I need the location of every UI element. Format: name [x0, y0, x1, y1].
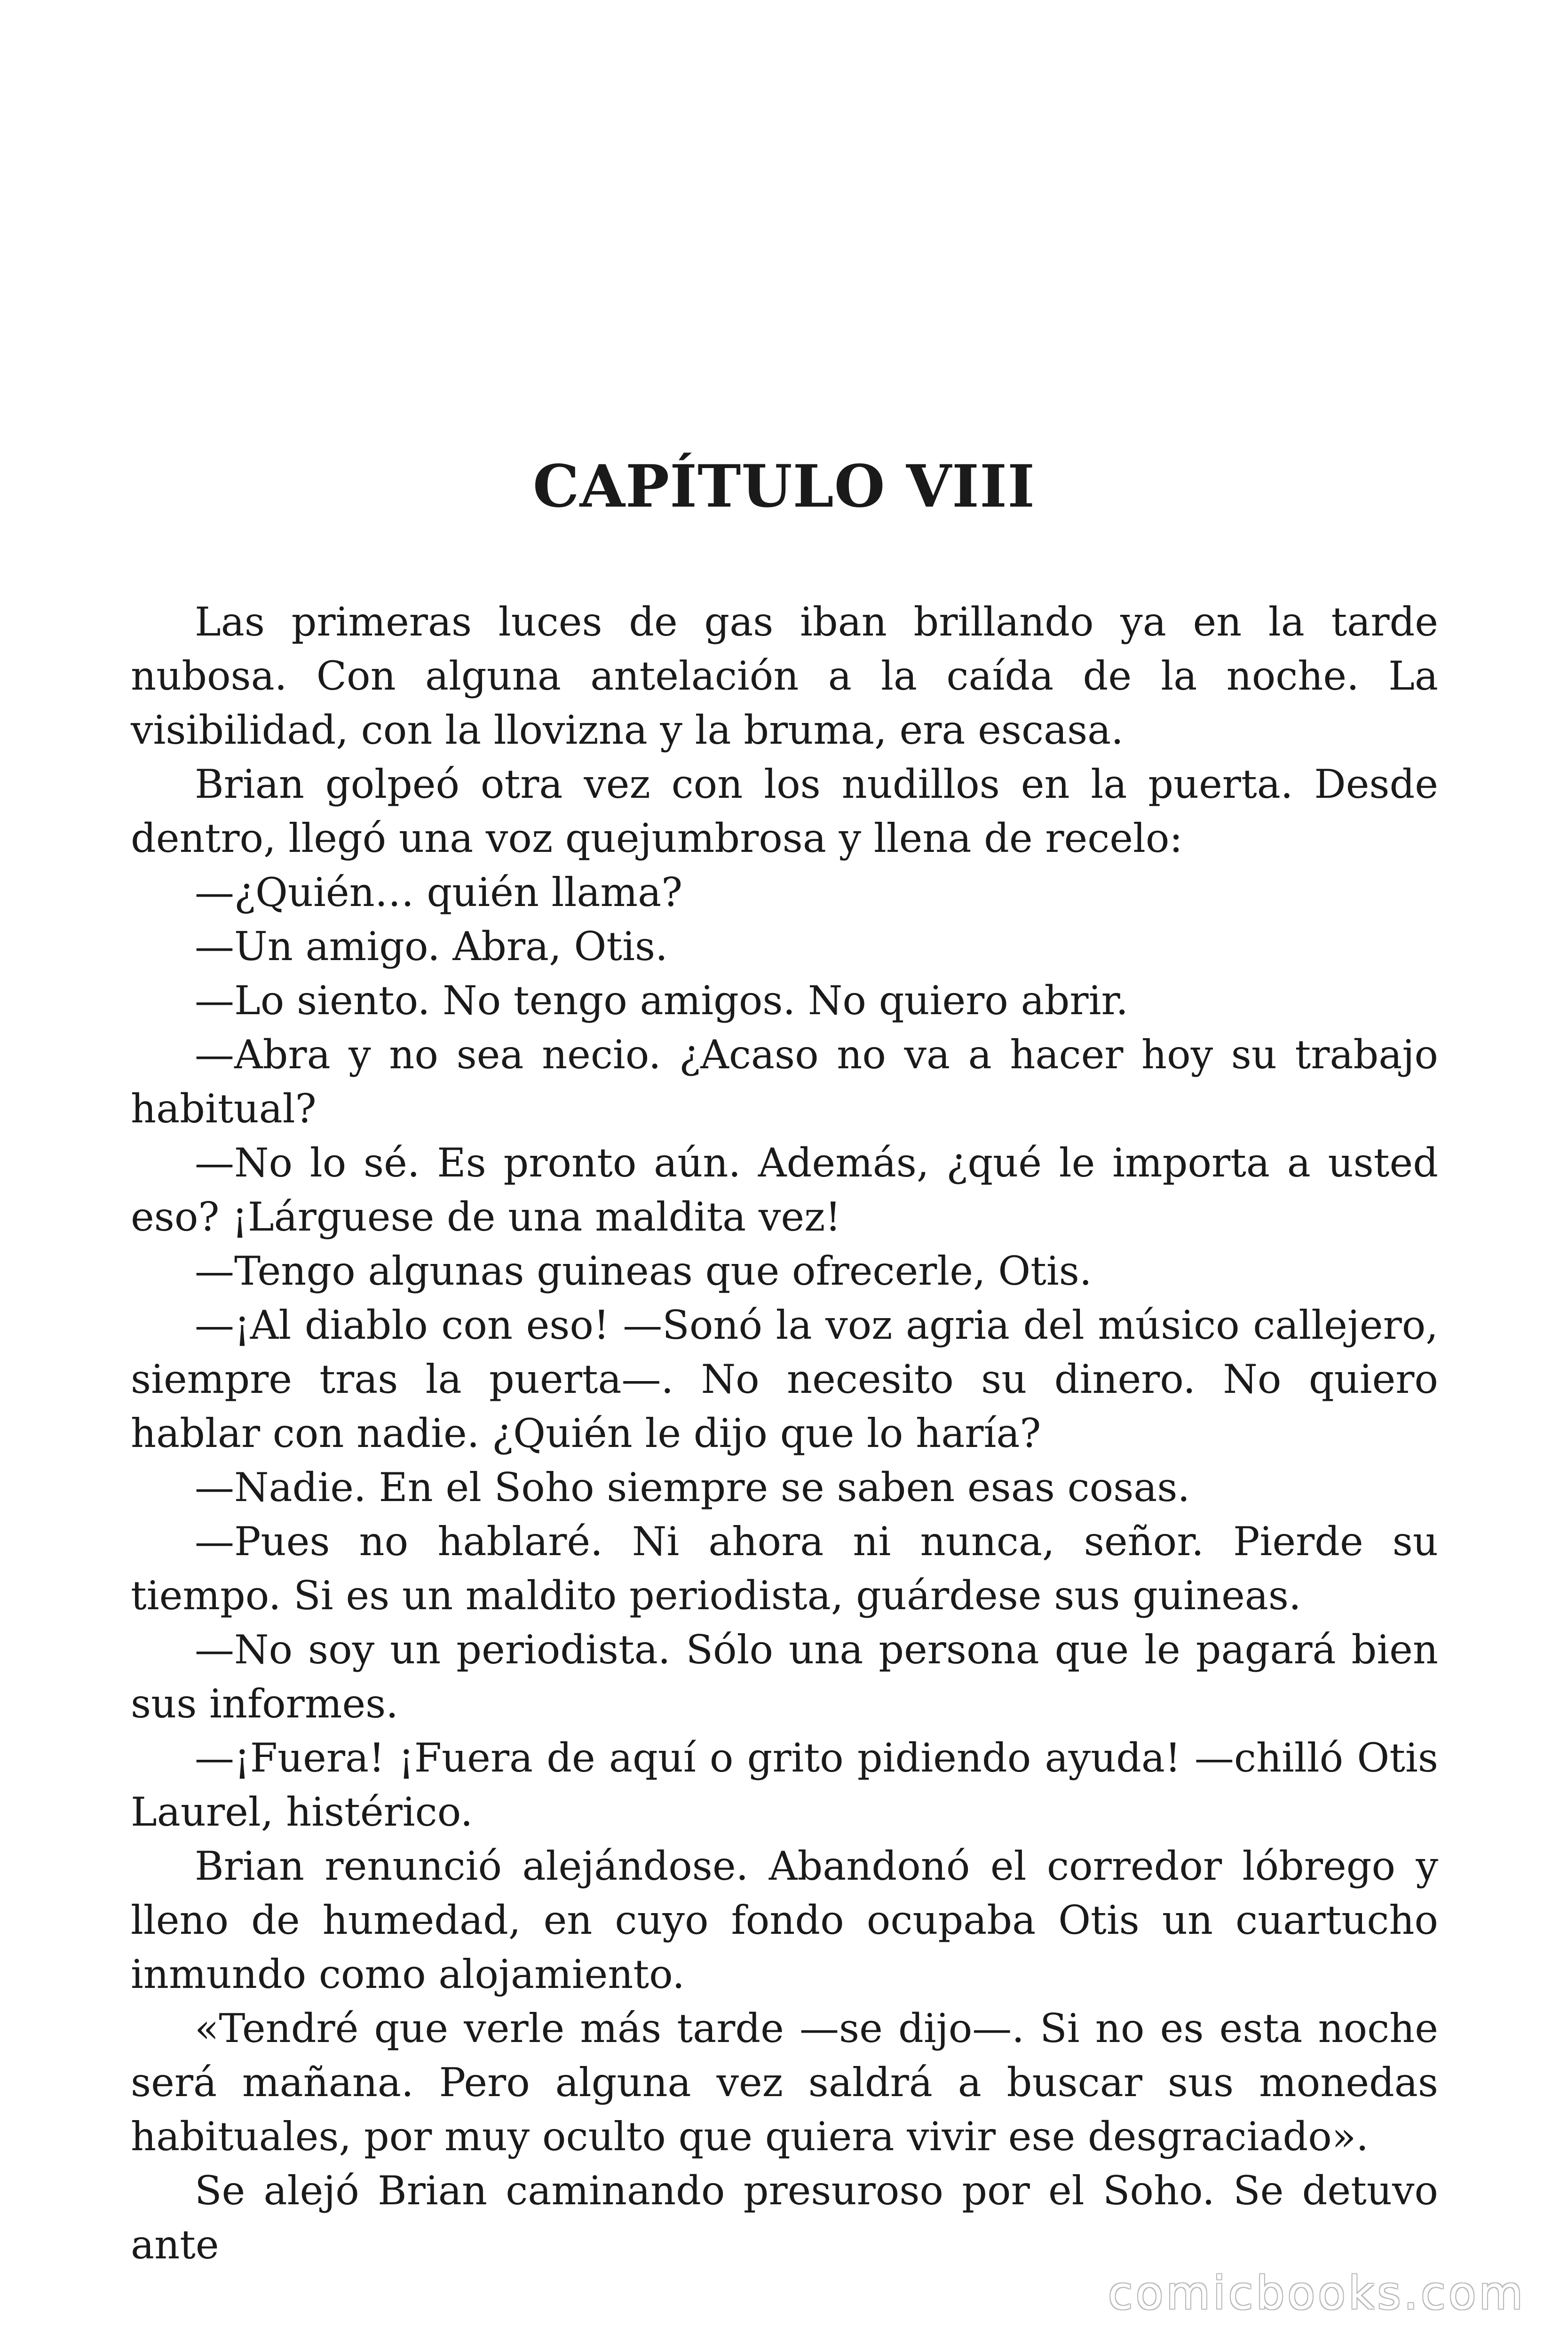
paragraph: —¡Fuera! ¡Fuera de aquí o grito pidiendo ayuda! —chilló Otis Laurel, histérico. — [131, 1735, 1438, 1835]
watermark: comicbooks.com — [1108, 2267, 1526, 2320]
paragraph: —Pues no hablaré. Ni ahora ni nunca, señor. Pierde su tiempo. Si es un maldito periodista, guárdese sus guineas. — [131, 1518, 1438, 1619]
paragraph: —Tengo algunas guineas que ofrecerle, Otis. — [195, 1248, 1092, 1294]
paragraph: Las primeras luces de gas iban brillando ya en la tarde nubosa. Con alguna antelación a la caída de la noche. La visibilidad, con la llovizna y la bruma, era escasa. — [131, 599, 1438, 753]
chapter-body — [131, 595, 1438, 2272]
paragraph: —No soy un periodista. Sólo una persona que le pagará bien sus informes. — [131, 1627, 1438, 1727]
paragraph: —¡Al diablo con eso! —Sonó la voz agria del músico callejero, siempre tras la puerta—. No necesito su dinero. No quiero hablar con nadie. ¿Quién le dijo que lo haría? — [131, 1302, 1438, 1456]
paragraph: Brian renunció alejándose. Abandonó el corredor lóbrego y lleno de humedad, en cuyo fondo ocupaba Otis un cuartucho inmundo como alojamiento. — [131, 1843, 1438, 1997]
paragraph: —Nadie. En el Soho siempre se saben esas cosas. — [195, 1464, 1190, 1510]
paragraph: —Lo siento. No tengo amigos. No quiero abrir. — [195, 977, 1129, 1024]
paragraph: —¿Quién… quién llama? — [195, 869, 683, 915]
paragraph: «Tendré que verle más tarde —se dijo—. Si no es esta noche será mañana. Pero alguna vez saldrá a buscar sus monedas habituales, por muy oculto que quiera vivir ese desgraciado». — [131, 2005, 1438, 2160]
paragraph: Brian golpeó otra vez con los nudillos en la puerta. Desde dentro, llegó una voz quejumbrosa y llena de recelo: — [131, 761, 1438, 861]
paragraph-last: Se alejó Brian caminando presuroso por el Soho. Se detuvo ante — [131, 2168, 1438, 2268]
chapter-title: CAPÍTULO VIII — [532, 453, 1036, 521]
paragraph: —No lo sé. Es pronto aún. Además, ¿qué le importa a usted eso? ¡Lárguese de una maldita vez! — [131, 1140, 1438, 1240]
paragraph: —Abra y no sea necio. ¿Acaso no va a hacer hoy su trabajo habitual? — [131, 1032, 1438, 1132]
paragraph: —Un amigo. Abra, Otis. — [195, 923, 668, 969]
